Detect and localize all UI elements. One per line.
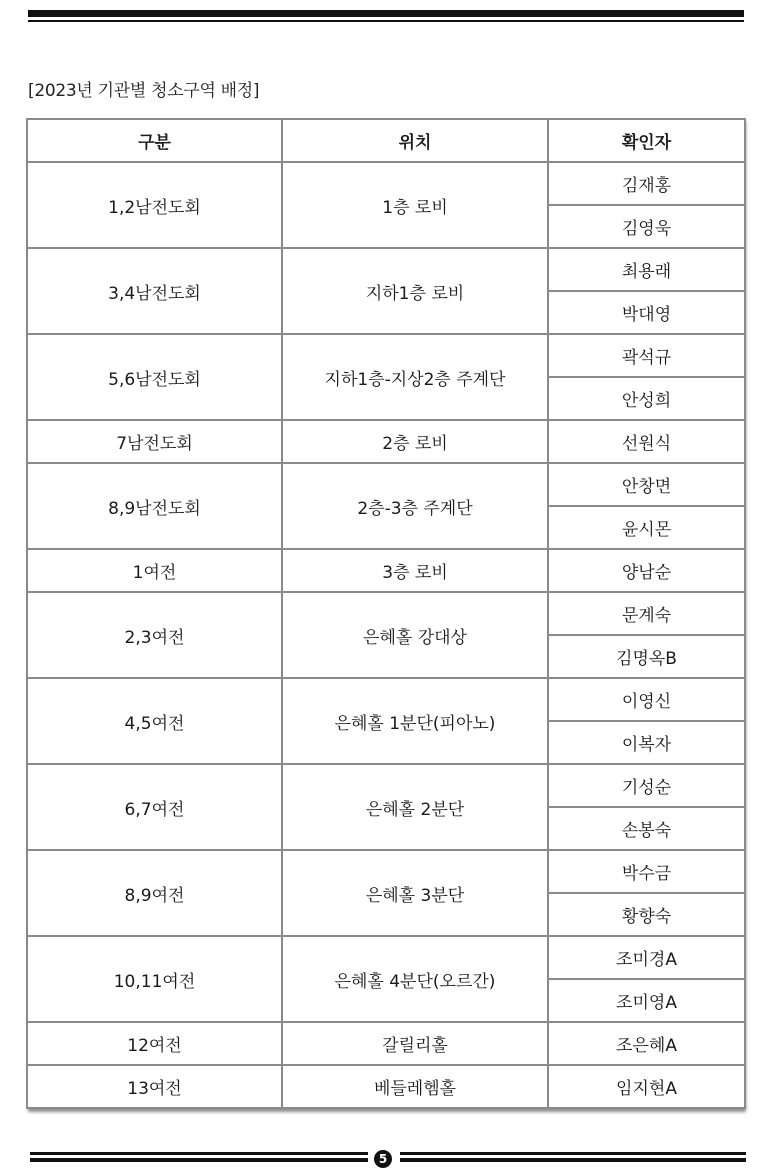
location-cell: 2층-3층 주계단 xyxy=(282,463,548,549)
group-cell: 4,5여전 xyxy=(27,678,282,764)
group-cell: 8,9남전도회 xyxy=(27,463,282,549)
checker-cell: 황향숙 xyxy=(548,893,745,936)
checker-cell: 박대영 xyxy=(548,291,745,334)
checker-cell: 손봉숙 xyxy=(548,807,745,850)
location-cell: 은혜홀 3분단 xyxy=(282,850,548,936)
header-row xyxy=(27,119,745,162)
location-cell: 은혜홀 1분단(피아노) xyxy=(282,678,548,764)
checker-cell: 박수금 xyxy=(548,850,745,893)
table-row xyxy=(27,334,745,377)
group-cell: 10,11여전 xyxy=(27,936,282,1022)
table-row xyxy=(27,678,745,721)
checker-cell: 김명옥B xyxy=(548,635,745,678)
table-row xyxy=(27,1022,745,1065)
location-cell: 지하1층-지상2층 주계단 xyxy=(282,334,548,420)
table-row xyxy=(27,1065,745,1108)
top-rule-thin xyxy=(28,20,744,22)
checker-cell: 최용래 xyxy=(548,248,745,291)
location-cell: 은혜홀 2분단 xyxy=(282,764,548,850)
page-number: 5 xyxy=(374,1150,392,1168)
table-row xyxy=(27,549,745,592)
table-row xyxy=(27,850,745,893)
table-container xyxy=(26,118,744,1109)
table-row xyxy=(27,420,745,463)
checker-cell: 김영욱 xyxy=(548,205,745,248)
footer-rule-left xyxy=(30,1152,368,1155)
checker-cell: 조은혜A xyxy=(548,1022,745,1065)
location-cell: 베들레헴홀 xyxy=(282,1065,548,1108)
checker-cell: 안성희 xyxy=(548,377,745,420)
checker-cell: 조미경A xyxy=(548,936,745,979)
group-cell: 2,3여전 xyxy=(27,592,282,678)
checker-cell: 조미영A xyxy=(548,979,745,1022)
checker-cell: 곽석규 xyxy=(548,334,745,377)
group-cell: 13여전 xyxy=(27,1065,282,1108)
group-cell: 6,7여전 xyxy=(27,764,282,850)
table-row xyxy=(27,162,745,205)
table-row xyxy=(27,592,745,635)
group-cell: 12여전 xyxy=(27,1022,282,1065)
footer-rule-right-thick xyxy=(400,1158,746,1162)
checker-cell: 이복자 xyxy=(548,721,745,764)
location-cell: 1층 로비 xyxy=(282,162,548,248)
location-cell: 2층 로비 xyxy=(282,420,548,463)
header-location: 위치 xyxy=(282,119,548,162)
table-row xyxy=(27,936,745,979)
group-cell: 1여전 xyxy=(27,549,282,592)
checker-cell: 선원식 xyxy=(548,420,745,463)
group-cell: 3,4남전도회 xyxy=(27,248,282,334)
header-group: 구분 xyxy=(27,119,282,162)
group-cell: 1,2남전도회 xyxy=(27,162,282,248)
checker-cell: 안창면 xyxy=(548,463,745,506)
table-caption: [2023년 기관별 청소구역 배정] xyxy=(28,81,260,101)
group-cell: 5,6남전도회 xyxy=(27,334,282,420)
checker-cell: 문계숙 xyxy=(548,592,745,635)
checker-cell: 기성순 xyxy=(548,764,745,807)
header-checker: 확인자 xyxy=(548,119,745,162)
cleaning-assignment-table xyxy=(26,118,746,1109)
group-cell: 7남전도회 xyxy=(27,420,282,463)
group-cell: 8,9여전 xyxy=(27,850,282,936)
table-row xyxy=(27,764,745,807)
footer-rule-right xyxy=(400,1152,746,1155)
location-cell: 갈릴리홀 xyxy=(282,1022,548,1065)
footer xyxy=(30,1150,746,1166)
table-row xyxy=(27,248,745,291)
top-rule xyxy=(28,10,744,17)
location-cell: 은혜홀 강대상 xyxy=(282,592,548,678)
checker-cell: 양남순 xyxy=(548,549,745,592)
footer-rule-left-thick xyxy=(30,1158,368,1162)
location-cell: 3층 로비 xyxy=(282,549,548,592)
checker-cell: 임지현A xyxy=(548,1065,745,1108)
location-cell: 은혜홀 4분단(오르간) xyxy=(282,936,548,1022)
checker-cell: 이영신 xyxy=(548,678,745,721)
checker-cell: 윤시몬 xyxy=(548,506,745,549)
checker-cell: 김재홍 xyxy=(548,162,745,205)
table-row xyxy=(27,463,745,506)
location-cell: 지하1층 로비 xyxy=(282,248,548,334)
